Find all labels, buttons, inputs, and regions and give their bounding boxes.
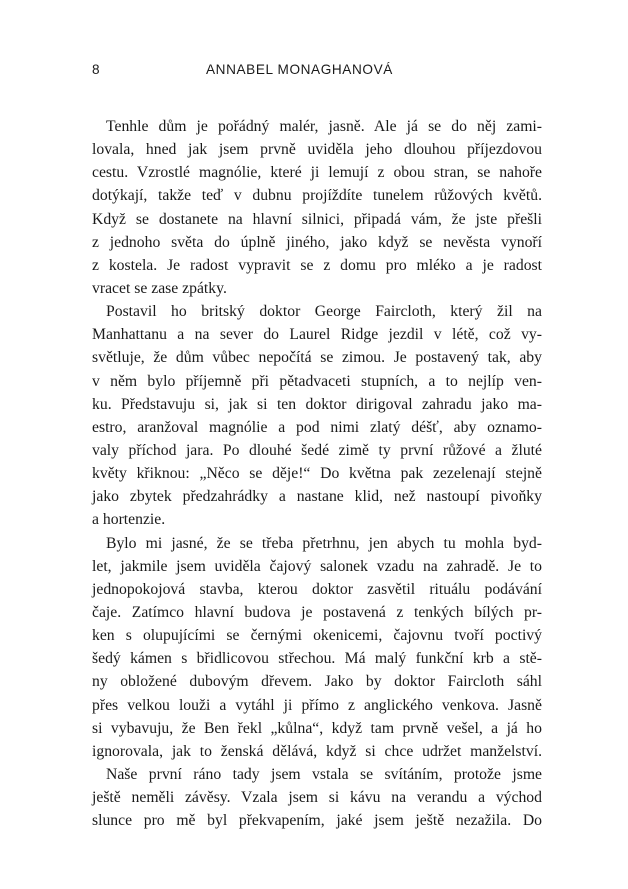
text-line: přes velkou louži a vytáhl ji přímo z anglického venkova. Jasně: [92, 696, 542, 714]
text-line: vracet se zase zpátky.: [92, 279, 227, 297]
text-line: světluje, že dům vůbec nepočítá se zimou. Je postavený tak, aby: [92, 349, 542, 367]
text-line: lovala, hned jak jsem prvně uviděla jeho dlouhou příjezdovou: [92, 141, 542, 159]
text-line: valy příchod jara. Po dlouhé šedé zimě ty první růžové a žluté: [92, 441, 542, 459]
text-line: ken s olupujícími se černými okenicemi, čajovnu tvoří poctivý: [92, 627, 542, 645]
text-line: čaje. Zatímco hlavní budova je postavená z tenkých bílých pr-: [92, 603, 542, 621]
text-line: Postavil ho britský doktor George Faircloth, který žil na: [106, 303, 542, 321]
text-line: si vybavuju, že Ben řekl „kůlna“, když tam prvně vešel, a já ho: [92, 719, 542, 737]
text-line: cestu. Vzrostlé magnólie, které ji lemují z obou stran, se nahoře: [92, 164, 542, 182]
text-line: Manhattanu a na sever do Laurel Ridge jezdil v létě, což vy-: [92, 326, 542, 344]
text-line: dotýkají, takže teď v dubnu projíždíte tunelem růžových květů.: [92, 187, 542, 205]
page-number: 8: [92, 62, 101, 77]
text-line: Bylo mi jasné, že se třeba přetrhnu, jen abych tu mohla byd-: [106, 534, 542, 552]
text-line: ny obložené dubovým dřevem. Jako by doktor Faircloth sáhl: [92, 673, 542, 691]
text-line: let, jakmile jsem uviděla čajový salonek vzadu na zahradě. Je to: [92, 557, 542, 575]
text-line: Když se dostanete na hlavní silnici, připadá vám, že jste přešli: [92, 210, 542, 228]
text-line: estro, aranžoval magnólie a pod nimi zlatý déšť, aby oznamo-: [92, 418, 542, 436]
body-text: [92, 115, 542, 832]
text-line: ještě neměli závěsy. Vzala jsem si kávu na verandu a východ: [92, 789, 542, 807]
text-line: květy křiknou: „Něco se děje!“ Do května pak zezelenají stejně: [92, 465, 542, 483]
text-line: a hortenzie.: [92, 511, 166, 529]
page-header: [92, 62, 542, 82]
running-head: ANNABEL MONAGHANOVÁ: [206, 62, 393, 77]
text-line: slunce pro mě byl překvapením, jaké jsem ještě nezažila. Do: [92, 812, 542, 830]
text-line: Tenhle dům je pořádný malér, jasně. Ale já se do něj zami-: [106, 118, 542, 135]
text-line: Naše první ráno tady jsem vstala se svítáním, protože jsme: [106, 765, 542, 783]
text-line: ignorovala, jak to ženská dělává, když si chce udržet manželství.: [92, 742, 542, 760]
text-line: v něm bylo příjemně při pětadvaceti stupních, a to nejlíp ven-: [92, 372, 542, 390]
text-line: šedý kámen s břidlicovou střechou. Má malý funkční krb a stě-: [92, 650, 542, 668]
text-line: z jednoho světa do úplně jiného, jako když se nevěsta vynoří: [92, 233, 542, 251]
text-line: ku. Představuju si, jak si ten doktor dirigoval zahradu jako ma-: [92, 395, 542, 413]
text-line: jako zbytek předzahrádky a nastane klid, než nastoupí pivoňky: [92, 488, 542, 506]
text-line: z kostela. Je radost vypravit se z domu pro mléko a je radost: [92, 256, 542, 274]
text-line: jednopokojová stavba, kterou doktor zasvětil rituálu podávání: [92, 580, 542, 598]
